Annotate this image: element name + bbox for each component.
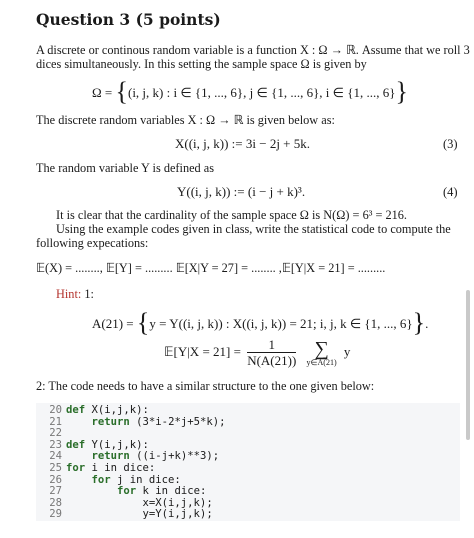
x-definition: X((i, j, k)) := 3i − 2j + 5k. [175,136,311,151]
a21-end: . [425,316,429,331]
cond-lhs: 𝔼[Y|X = 21] = [164,343,241,359]
hint-number: 1: [84,287,94,301]
right-brace: } [395,77,408,106]
code-block [36,403,460,521]
conditional-expectation [164,338,350,368]
code-line: 21 return (3*i-2*j+5*k); [49,415,226,428]
question-title: Question 3 (5 points) [36,10,221,29]
intro-line-2: dices simultaneously. In this setting the sample space Ω is given by [36,57,367,71]
code-line: 24 return ((i-j+k)**3); [49,450,220,463]
cardinality-text: It is clear that the cardinality of the sample space Ω is N(Ω) = 6³ = 216. [56,208,408,222]
sum-term: y [343,343,351,359]
a21-body: y = Y((i, j, k)) : X((i, j, k)) = 21; i, j, k ∈ {1, ..., 6} [149,316,413,331]
y-definition: Y((i, j, k)) := (i − j + k)³. [177,184,306,199]
expectations-line: 𝔼(X) = ........, 𝔼[Y] = ......... 𝔼[X|Y = 27] = ........ ,𝔼[Y|X = 21] = ......... [36,261,386,275]
code-line: 29 y=Y(i,j,k); [49,508,213,521]
code-line: 25 for i in dice: [49,462,156,474]
code-line: 26 for j in dice: [49,473,181,486]
hint-heading [56,287,94,301]
left-brace: { [115,77,128,106]
code-line: 22 [49,427,62,440]
y-intro: The random variable Y is defined as [36,161,215,175]
a21-left-brace: { [136,308,150,337]
equation-number-3: (3) [443,137,458,151]
hint-label: Hint: [56,287,82,301]
omega-lhs: Ω = [92,85,113,100]
task-line-1: Using the example codes given in class, write the statistical code to compute the [56,222,451,236]
code-line: 20 def X(i,j,k): [49,404,149,416]
page-scrollbar[interactable] [466,290,470,440]
intro-line-1: A discrete or continous random variable is a function X : Ω → ℝ. Assume that we roll 3 [36,43,470,57]
fraction [247,338,296,368]
code-line: 27 for k in dice: [49,485,207,498]
x-intro: The discrete random variables X : Ω → ℝ is given below as: [36,113,335,127]
a21-right-brace: } [412,308,426,337]
hint-step-2: 2: The code needs to have a similar structure to the one given below: [36,379,375,393]
equation-number-4: (4) [443,185,458,199]
task-line-2: following expecations: [36,236,149,250]
summation [306,337,337,367]
a21-lhs: A(21) = [92,316,134,331]
code-line: 23 def Y(i,j,k): [49,438,149,451]
code-line: 28 x=X(i,j,k); [49,496,213,509]
sigma-symbol: ∑ [314,337,329,360]
sum-subscript: y∈A(21) [306,357,337,367]
a21-equation [92,308,429,337]
fraction-numerator: 1 [247,338,296,353]
fraction-denominator: N(A(21)) [247,353,297,368]
omega-equation [92,77,408,106]
omega-body: (i, j, k) : i ∈ {1, ..., 6}, j ∈ {1, ..., 6}, i ∈ {1, ..., 6} [127,85,396,100]
